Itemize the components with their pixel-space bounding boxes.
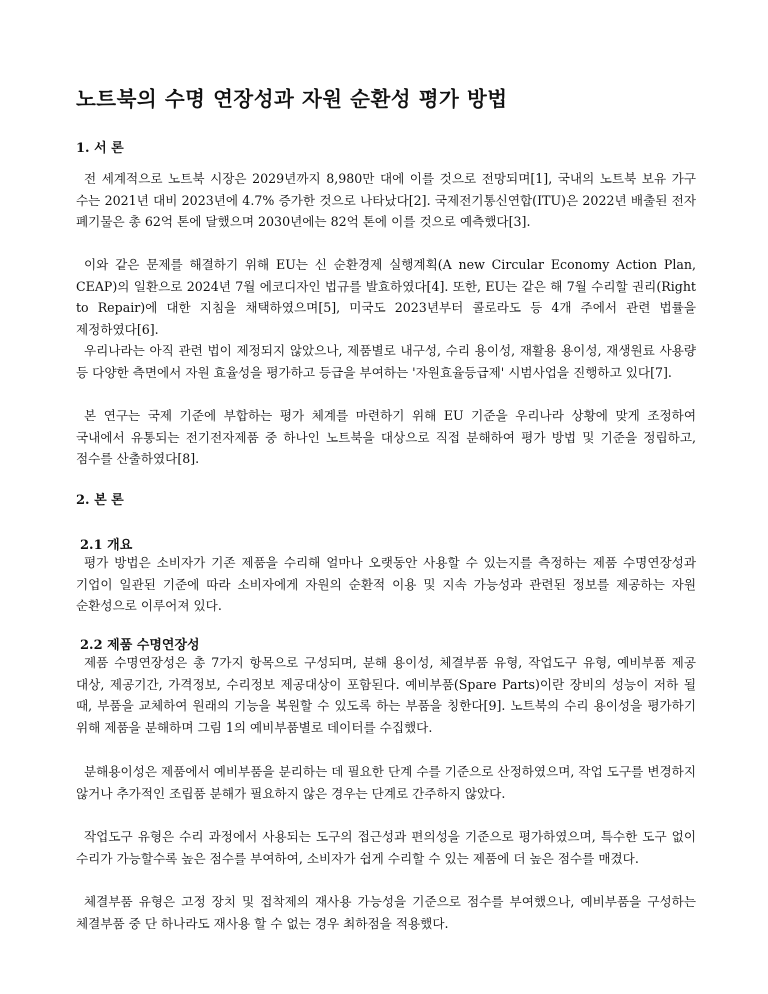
- paragraph: 전 세계적으로 노트북 시장은 2029년까지 8,980만 대에 이를 것으로 전망되며[1], 국내의 노트북 보유 가구 수는 2021년 대비 2023년에 4.7% 증가한 것으로 나타났다[2]. 국제전기통신연합(ITU)은 2022년 배출된 전자 폐기물은 총 62억 톤에 달했으며 2030년에는 82억 톤에 이를 것으로 예측했다[3].: [76, 171, 696, 230]
- document-title: 노트북의 수명 연장성과 자원 순환성 평가 방법: [76, 87, 508, 111]
- paragraph: 체결부품 유형은 고정 장치 및 접착제의 재사용 가능성을 기준으로 점수를 부여했으나, 예비부품을 구성하는 체결부품 중 단 하나라도 재사용 할 수 없는 경우 최하점을 적용했다.: [76, 894, 696, 931]
- paragraph: 제품 수명연장성은 총 7가지 항목으로 구성되며, 분해 용이성, 체결부품 유형, 작업도구 유형, 예비부품 제공 대상, 제공기간, 가격정보, 수리정보 제공대상이 포함된다. 예비부품(Spare Parts)이란 장비의 성능이 저하 될 때, 부품을 교체하여 원래의 기능을 복원할 수 있도록 하는 부품을 칭한다[9]. 노트북의 수리 용이성을 평가하기 위해 제품을 분해하며 그림 1의 예비부품별로 데이터를 수집했다.: [76, 655, 696, 735]
- paragraph: 우리나라는 아직 관련 법이 제정되지 않았으나, 제품별로 내구성, 수리 용이성, 재활용 용이성, 재생원료 사용량 등 다양한 측면에서 자원 효율성을 평가하고 등급을 부여하는 '자원효율등급제' 시범사업을 진행하고 있다[7].: [76, 343, 696, 380]
- paragraph: 작업도구 유형은 수리 과정에서 사용되는 도구의 접근성과 편의성을 기준으로 평가하였으며, 특수한 도구 없이 수리가 가능할수록 높은 점수를 부여하여, 소비자가 쉽게 수리할 수 있는 제품에 더 높은 점수를 매겼다.: [76, 829, 696, 866]
- paragraph: 분해용이성은 제품에서 예비부품을 분리하는 데 필요한 단계 수를 기준으로 산정하였으며, 작업 도구를 변경하지 않거나 추가적인 조립품 분해가 필요하지 않은 경우는 단계로 간주하지 않았다.: [76, 764, 696, 801]
- subsection-heading-overview: 2.1 개요: [80, 538, 133, 553]
- section-heading-body: 2. 본 론: [76, 493, 124, 508]
- subsection-heading-product-lifespan: 2.2 제품 수명연장성: [80, 638, 200, 653]
- section-heading-introduction: 1. 서 론: [76, 141, 124, 156]
- paragraph: 본 연구는 국제 기준에 부합하는 평가 체계를 마련하기 위해 EU 기준을 우리나라 상황에 맞게 조정하여 국내에서 유통되는 전기전자제품 중 하나인 노트북을 대상으로 직접 분해하여 평가 방법 및 기준을 정립하고, 점수를 산출하였다[8].: [76, 408, 696, 467]
- paragraph: 이와 같은 문제를 해결하기 위해 EU는 신 순환경제 실행계획(A new Circular Economy Action Plan, CEAP)의 일환으로 2024년 7월 에코디자인 법규를 발효하였다[4]. 또한, EU는 같은 해 7월 수리할 권리(Right to Repair)에 대한 지침을 채택하였으며[5], 미국도 2023년부터 콜로라도 등 4개 주에서 관련 법률을 제정하였다[6].: [76, 257, 696, 337]
- paragraph: 평가 방법은 소비자가 기존 제품을 수리해 얼마나 오랫동안 사용할 수 있는지를 측정하는 제품 수명연장성과 기업이 일관된 기준에 따라 소비자에게 자원의 순환적 이용 및 지속 가능성과 관련된 정보를 제공하는 자원 순환성으로 이루어져 있다.: [76, 555, 696, 614]
